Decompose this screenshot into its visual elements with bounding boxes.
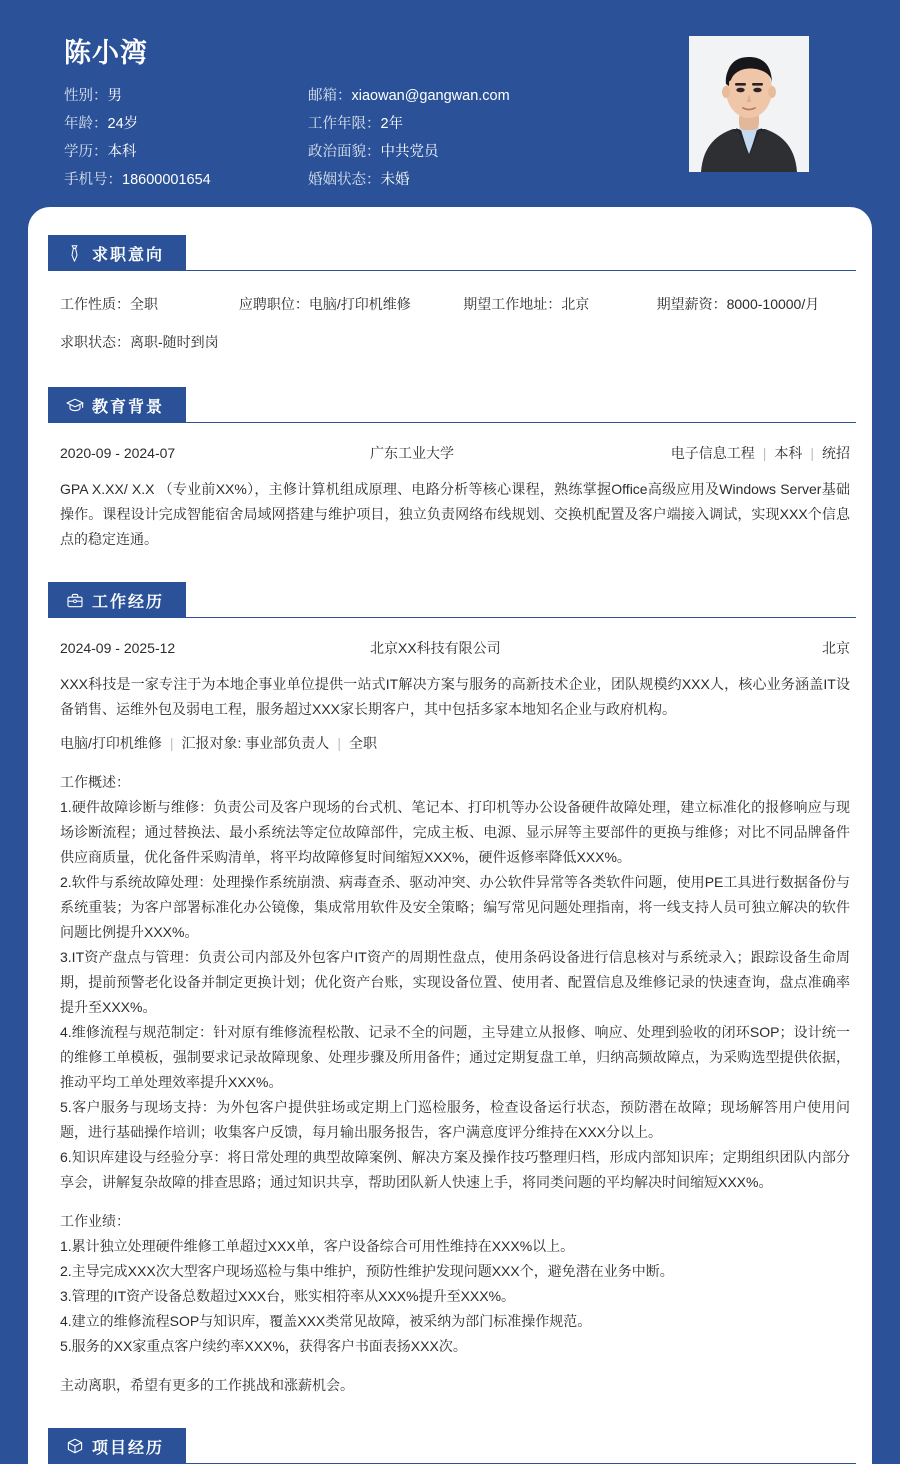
resume-card — [28, 207, 872, 1464]
spacer — [28, 552, 872, 582]
info-gender-label: 性别： — [64, 88, 108, 104]
info-phone-value: 18600001654 — [122, 172, 211, 188]
education-admission: 统招 — [822, 445, 850, 461]
work-company: 北京XX科技有限公司 — [370, 640, 501, 656]
section-title-bar — [48, 235, 186, 271]
avatar — [689, 36, 809, 172]
info-email — [308, 82, 608, 110]
separator: | — [169, 735, 174, 751]
info-marital-status-value: 未婚 — [380, 172, 410, 188]
work-company-intro: XXX科技是一家专注于为本地企事业单位提供一站式IT解决方案与服务的高新技术企业，团队规模约XXX人，核心业务涵盖IT设备销售、运维外包及弱电工程，服务超过XXX家长期客户，其中包括多家本地知名企业与政府机构。 — [60, 676, 850, 717]
intention-job-type — [60, 289, 239, 319]
work-overview-item: 2.软件与系统故障处理：处理操作系统崩溃、病毒查杀、驱动冲突、办公软件异常等各类软件问题，使用PE工具进行数据备份与系统重装；为客户部署标准化办公镜像，集成常用软件及安全策略；编写常见问题处理指南，将一线支持人员可独立解决的软件问题比例提升XXX%。 — [60, 874, 850, 940]
info-political-status-value: 中共党员 — [380, 144, 439, 160]
work-achievements-title: 工作业绩： — [60, 1213, 130, 1229]
separator: | — [810, 445, 814, 461]
section-title: 教育背景 — [92, 398, 165, 416]
work-overview-item: 5.客户服务与现场支持：为外包客户提供驻场或定期上门巡检服务，检查设备运行状态，预防潜在故障；现场解答用户使用问题，进行基础操作培训；收集客户反馈，每月输出服务报告，客户满意度评分维持在XXX分以上。 — [60, 1099, 850, 1140]
education-major: 电子信息工程 — [670, 445, 755, 461]
info-gender — [64, 82, 308, 110]
section-title: 项目经历 — [92, 1439, 165, 1457]
info-work-years-value: 2年 — [380, 116, 404, 132]
separator: | — [337, 735, 341, 751]
intention-location — [463, 289, 656, 319]
info-gender-value: 男 — [107, 88, 122, 104]
work-achievement-item: 5.服务的XX家重点客户续约率XXX%，获得客户书面表扬XXX次。 — [60, 1338, 467, 1354]
info-degree — [64, 138, 308, 166]
section-title: 工作经历 — [92, 593, 165, 611]
work-achievement-item: 4.建立的维修流程SOP与知识库，覆盖XXX类常见故障，被采纳为部门标准操作规范。 — [60, 1313, 592, 1329]
briefcase-icon — [66, 592, 83, 609]
education-date: 2020-09 - 2024-07 — [60, 445, 176, 461]
spacer — [60, 1359, 850, 1373]
work-closing-note: 主动离职，希望有更多的工作挑战和涨薪机会。 — [60, 1377, 354, 1393]
intention-salary — [657, 289, 850, 319]
personal-info-row — [64, 110, 624, 138]
info-phone-label: 手机号： — [64, 172, 122, 188]
info-marital-status-label: 婚姻状态： — [308, 172, 381, 188]
intention-position — [239, 289, 463, 319]
section-body-education — [28, 423, 872, 552]
info-political-status — [308, 138, 608, 166]
personal-info-row — [64, 166, 624, 194]
spacer — [60, 1195, 850, 1209]
spacer — [28, 1398, 872, 1428]
personal-info-grid — [64, 82, 624, 194]
work-location: 北京 — [822, 640, 850, 656]
section-body-job-intention — [28, 271, 872, 357]
work-overview — [60, 770, 850, 1195]
section-title-bar — [48, 582, 186, 618]
section-project-experience — [28, 1428, 872, 1464]
work-achievements — [60, 1209, 850, 1359]
info-political-status-label: 政治面貌： — [308, 144, 381, 160]
education-degree: 本科 — [774, 445, 803, 461]
spacer — [60, 756, 850, 770]
info-email-label: 邮箱： — [308, 88, 352, 104]
intention-job-type-value: 全职 — [130, 296, 158, 312]
intention-status-value: 离职-随时到岗 — [130, 334, 219, 350]
section-work-experience — [28, 582, 872, 1398]
education-entry-header — [60, 441, 850, 465]
work-overview-title: 工作概述： — [60, 774, 130, 790]
section-body-work-experience — [28, 618, 872, 1398]
candidate-name: 陈小湾 — [64, 38, 148, 68]
intention-position-value: 电脑/打印机维修 — [308, 296, 411, 312]
work-overview-item: 1.硬件故障诊断与维修：负责公司及客户现场的台式机、笔记本、打印机等办公设备硬件故障处理，建立标准化的报修响应与现场诊断流程；通过替换法、最小系统法等定位故障部件，完成主板、电源、显示屏等主要部件的更换与维修；对比不同品牌备件供应商质量，优化备件采购清单，将平均故障修复时间缩短XXX%，硬件返修率降低XXX%。 — [60, 799, 850, 865]
work-overview-item: 4.维修流程与规范制定：针对原有维修流程松散、记录不全的问题，主导建立从报修、响应、处理到验收的闭环SOP；设计统一的维修工单模板，强制要求记录故障现象、处理步骤及所用备件；通过定期复盘工单，归纳高频故障点，为采购选型提供依据，推动平均工单处理效率提升XXX%。 — [60, 1024, 850, 1090]
work-achievement-item: 3.管理的IT资产设备总数超过XXX台，账实相符率从XXX%提升至XXX%。 — [60, 1288, 516, 1304]
education-meta — [671, 441, 850, 465]
separator: | — [762, 445, 767, 461]
work-entry-header — [60, 636, 850, 660]
necktie-icon — [66, 245, 83, 262]
intention-status-label: 求职状态： — [60, 334, 130, 350]
info-marital-status — [308, 166, 608, 194]
info-degree-value: 本科 — [107, 144, 137, 160]
work-role: 电脑/打印机维修 — [60, 735, 162, 751]
section-title-bar — [48, 1428, 186, 1464]
section-title: 求职意向 — [92, 246, 165, 264]
work-employment-type: 全职 — [348, 735, 377, 751]
education-school: 广东工业大学 — [370, 445, 454, 461]
graduation-cap-icon — [66, 397, 83, 414]
intention-row-1 — [60, 289, 850, 319]
box-icon — [66, 1438, 83, 1455]
intention-status — [60, 327, 245, 357]
section-header-work-experience — [28, 582, 872, 618]
work-role-meta — [60, 730, 850, 756]
section-title-bar — [48, 387, 186, 423]
section-header-project-experience — [28, 1428, 872, 1464]
intention-salary-value: 8000-10000/月 — [726, 296, 820, 312]
intention-job-type-label: 工作性质： — [60, 296, 130, 312]
work-achievement-item: 1.累计独立处理硬件维修工单超过XXX单，客户设备综合可用性维持在XXX%以上。 — [60, 1238, 575, 1254]
info-phone — [64, 166, 308, 194]
intention-location-label: 期望工作地址： — [463, 296, 562, 312]
intention-row-2 — [60, 327, 850, 357]
personal-info-row — [64, 138, 624, 166]
info-age-value: 24岁 — [107, 116, 139, 132]
info-work-years — [308, 110, 608, 138]
section-education — [28, 387, 872, 552]
info-degree-label: 学历： — [64, 144, 108, 160]
section-job-intention — [28, 207, 872, 357]
intention-location-value: 北京 — [561, 296, 590, 312]
education-description: GPA X.XX/ X.X （专业前XX%），主修计算机组成原理、电路分析等核心课程，熟练掌握Office高级应用及Windows Server基础操作。课程设计完成智能宿舍局域网搭建与维护项目，独立负责网络布线规划、交换机配置及客户端接入调试，实现XXX个信息点的稳定连通。 — [60, 481, 850, 547]
info-age-label: 年龄： — [64, 116, 108, 132]
info-age — [64, 110, 308, 138]
info-email-value: xiaowan@gangwan.com — [351, 88, 510, 104]
personal-info-row — [64, 82, 624, 110]
intention-salary-label: 期望薪资： — [656, 296, 727, 312]
intention-position-label: 应聘职位： — [238, 296, 309, 312]
section-header-education — [28, 387, 872, 423]
spacer — [28, 357, 872, 387]
work-achievement-item: 2.主导完成XXX次大型客户现场巡检与集中维护，预防性维护发现问题XXX个，避免潜在业务中断。 — [60, 1263, 674, 1279]
work-overview-item: 3.IT资产盘点与管理：负责公司内部及外包客户IT资产的周期性盘点，使用条码设备进行信息核对与系统录入；跟踪设备生命周期，提前预警老化设备并制定更换计划；优化资产台账，实现设备位置、使用者、配置信息及维修记录的快速查询，盘点准确率提升至XXX%。 — [60, 949, 850, 1015]
info-work-years-label: 工作年限： — [308, 116, 381, 132]
resume-header — [0, 0, 900, 207]
work-date: 2024-09 - 2025-12 — [60, 640, 176, 656]
work-overview-item: 6.知识库建设与经验分享：将日常处理的典型故障案例、解决方案及操作技巧整理归档，形成内部知识库；定期组织团队内部分享会，讲解复杂故障的排查思路；通过知识共享，帮助团队新人快速上手，将同类问题的平均解决时间缩短XXX%。 — [60, 1149, 850, 1190]
section-header-job-intention — [28, 235, 872, 271]
work-report-to: 汇报对象: 事业部负责人 — [181, 735, 330, 751]
